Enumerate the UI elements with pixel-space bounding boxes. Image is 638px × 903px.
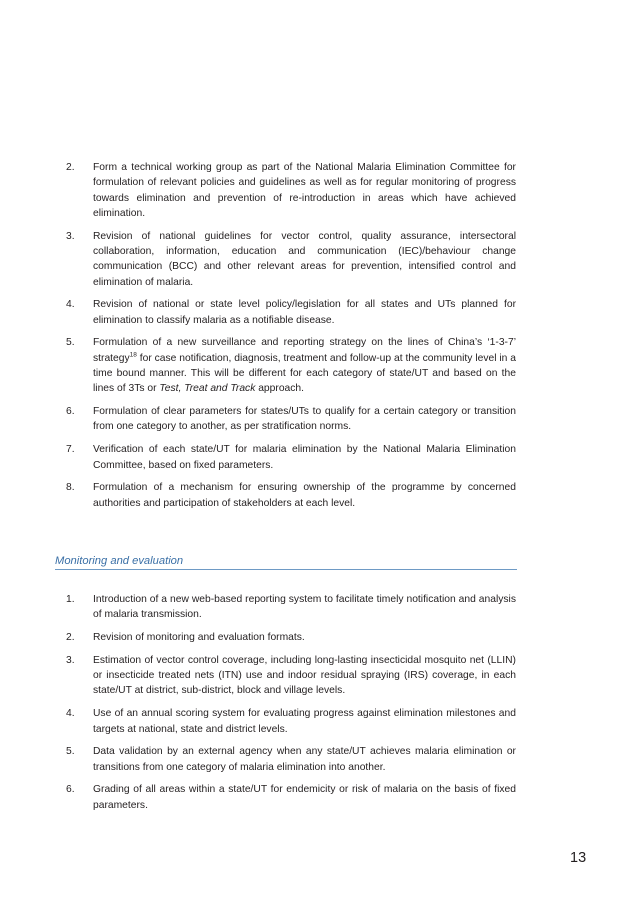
list-item-number: 6. bbox=[66, 784, 75, 796]
list-item-number: 4. bbox=[66, 299, 75, 311]
list-item-text: Grading of all areas within a state/UT for endemicity or risk of malaria on the basis of fixed parameters. bbox=[93, 784, 516, 811]
list-item-italic-text: Test, Treat and Track bbox=[159, 383, 256, 395]
list-item-number: 2. bbox=[66, 162, 75, 173]
list-item-text: Introduction of a new web-based reporting system to facilitate timely notification and analysis of malaria transmission. bbox=[93, 594, 516, 621]
list-item-number: 5. bbox=[66, 746, 75, 758]
list-item-number: 1. bbox=[66, 594, 75, 605]
list-item bbox=[64, 592, 516, 623]
list-item bbox=[64, 335, 516, 396]
list-item-text: Formulation of a mechanism for ensuring ownership of the programme by concerned authorities and participation of stakeholders at each level. bbox=[93, 482, 516, 509]
list-item-text: Estimation of vector control coverage, including long-lasting insecticidal mosquito net (LLIN) or insecticide treated nets (ITN) use and indoor residual spraying (IRS) coverage, in each state/UT at district, sub-district, block and village levels. bbox=[93, 654, 516, 697]
list-item-text: Revision of national guidelines for vector control, quality assurance, intersectoral collaboration, information, education and communication (IEC)/behaviour change communication (BCC) and other relevant areas for prevention, intensified control and elimination of malaria. bbox=[93, 230, 516, 288]
page-number: 13 bbox=[570, 850, 587, 866]
list-item bbox=[64, 744, 516, 775]
list-item-number: 6. bbox=[66, 406, 75, 418]
list-item-text: Revision of monitoring and evaluation formats. bbox=[93, 632, 305, 644]
list-item-number: 5. bbox=[66, 337, 75, 349]
list-item bbox=[64, 160, 516, 221]
list-item bbox=[64, 706, 516, 737]
list-item-text: Formulation of a new surveillance and reporting strategy on the lines of China’s ‘1-3-7’ strategy bbox=[93, 337, 516, 364]
list-item-text: for case notification, diagnosis, treatment and follow-up at the community level in a time bound manner. This will be different for each category of state/UT and based on the lines of 3Ts or bbox=[93, 352, 516, 395]
list-item-text: Revision of national or state level policy/legislation for all states and UTs planned for elimination to classify malaria as a notifiable disease. bbox=[93, 299, 516, 326]
monitoring-list bbox=[64, 592, 516, 821]
list-item bbox=[64, 229, 516, 290]
list-item bbox=[64, 782, 516, 813]
list-item-number: 4. bbox=[66, 708, 75, 720]
list-item-text: Formulation of clear parameters for states/UTs to qualify for a certain category or transition from one category to another, as per stratification norms. bbox=[93, 406, 516, 433]
list-item bbox=[64, 442, 516, 473]
list-item-number: 8. bbox=[66, 482, 75, 494]
list-item-number: 2. bbox=[66, 632, 75, 644]
list-item bbox=[64, 630, 516, 645]
list-item-number: 3. bbox=[66, 230, 75, 242]
list-item-text: approach. bbox=[255, 383, 305, 395]
list-item-text: Data validation by an external agency when any state/UT achieves malaria elimination or transitions from one category of malaria elimination into another. bbox=[93, 746, 516, 773]
list-item-text: Form a technical working group as part of the National Malaria Elimination Committee for formulation of relevant policies and guidelines as well as for regular monitoring of progress towards elimination and prevention of re-introduction in areas which have achieved elimination. bbox=[93, 162, 516, 219]
list-item bbox=[64, 480, 516, 511]
list-item-text: Verification of each state/UT for malaria elimination by the National Malaria Elimination Committee, based on fixed parameters. bbox=[93, 444, 516, 471]
list-item-number: 7. bbox=[66, 444, 75, 456]
list-item bbox=[64, 653, 516, 699]
strategy-list bbox=[64, 160, 516, 518]
footnote-reference[interactable]: 18 bbox=[129, 351, 137, 359]
list-item-text: Use of an annual scoring system for evaluating progress against elimination milestones and targets at national, state and district levels. bbox=[93, 708, 516, 735]
list-item-number: 3. bbox=[66, 654, 75, 666]
list-item bbox=[64, 404, 516, 435]
list-item bbox=[64, 297, 516, 328]
section-heading-monitoring: Monitoring and evaluation bbox=[55, 555, 517, 570]
